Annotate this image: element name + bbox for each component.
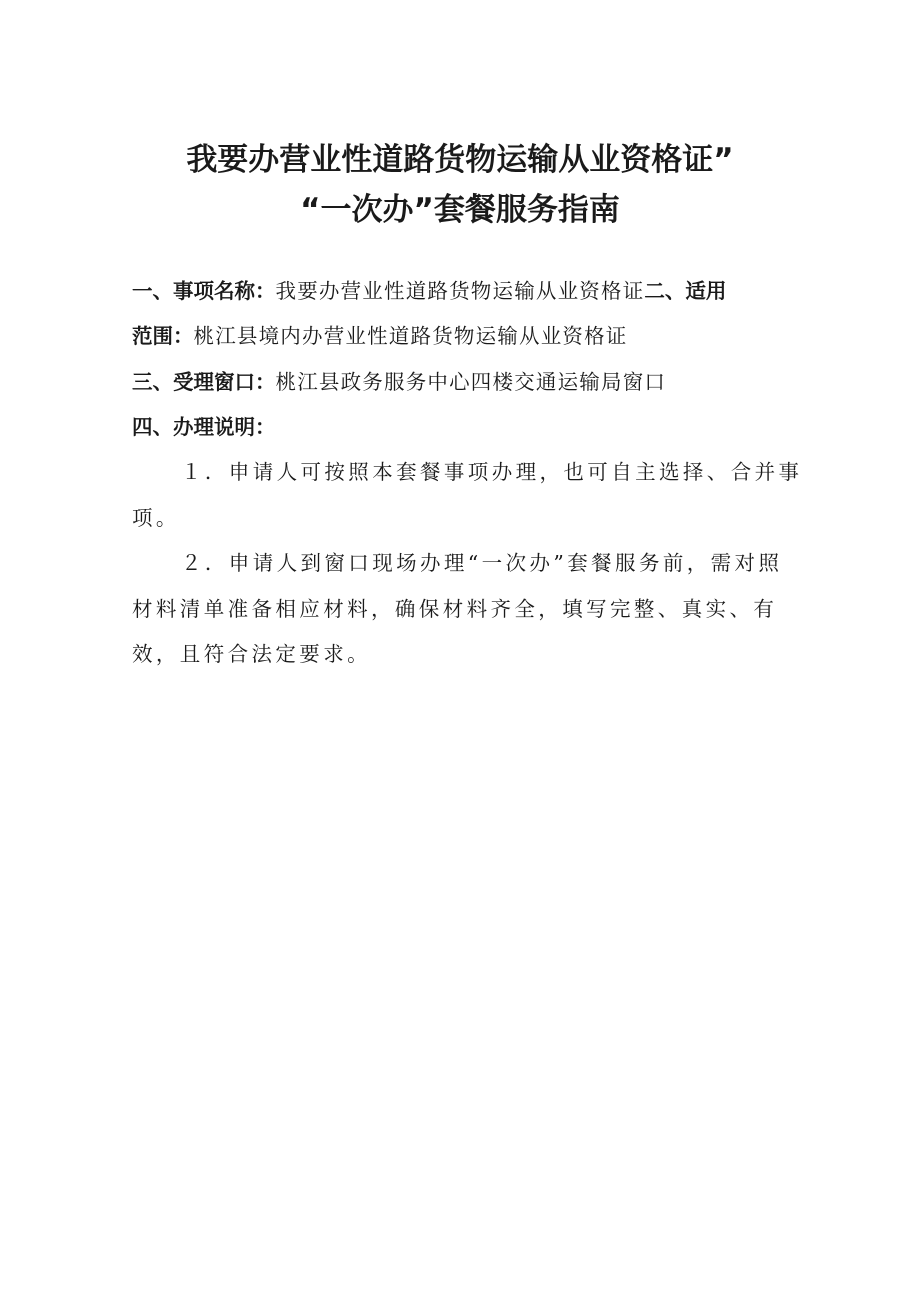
document-title-line-1: 我要办营业性道路货物运输从业资格证”: [186, 142, 734, 178]
section-3-line: [132, 367, 666, 397]
section-1-value: 我要办营业性道路货物运输从业资格证: [275, 279, 645, 303]
note-1-line-2: 项。: [132, 506, 180, 530]
section-3-heading: 三、受理窗口：: [132, 370, 276, 394]
section-3-value: 桃江县政务服务中心四楼交通运输局窗口: [275, 370, 667, 394]
section-2-line: [132, 321, 628, 351]
note-1-line-1: １．申请人可按照本套餐事项办理，也可自主选择、合并事: [181, 460, 803, 484]
section-1-line: [132, 276, 726, 306]
section-2-heading-part-2: 范围：: [132, 324, 194, 348]
document-title-line-2: “一次办”套餐服务指南: [300, 192, 620, 228]
section-2-value: 桃江县境内办营业性道路货物运输从业资格证: [193, 324, 628, 348]
section-1-heading: 一、事项名称：: [132, 279, 276, 303]
section-4-line: [132, 412, 276, 442]
note-2-line-3: 效，且符合法定要求。: [132, 642, 371, 666]
note-2-line-2: 材料清单准备相应材料，确保材料齐全，填写完整、真实、有: [132, 597, 778, 621]
section-2-heading-part-1: 二、适用: [644, 279, 727, 303]
section-4-heading: 四、办理说明：: [132, 415, 276, 439]
note-2-line-1: ２．申请人到窗口现场办理“一次办”套餐服务前，需对照: [181, 551, 783, 575]
